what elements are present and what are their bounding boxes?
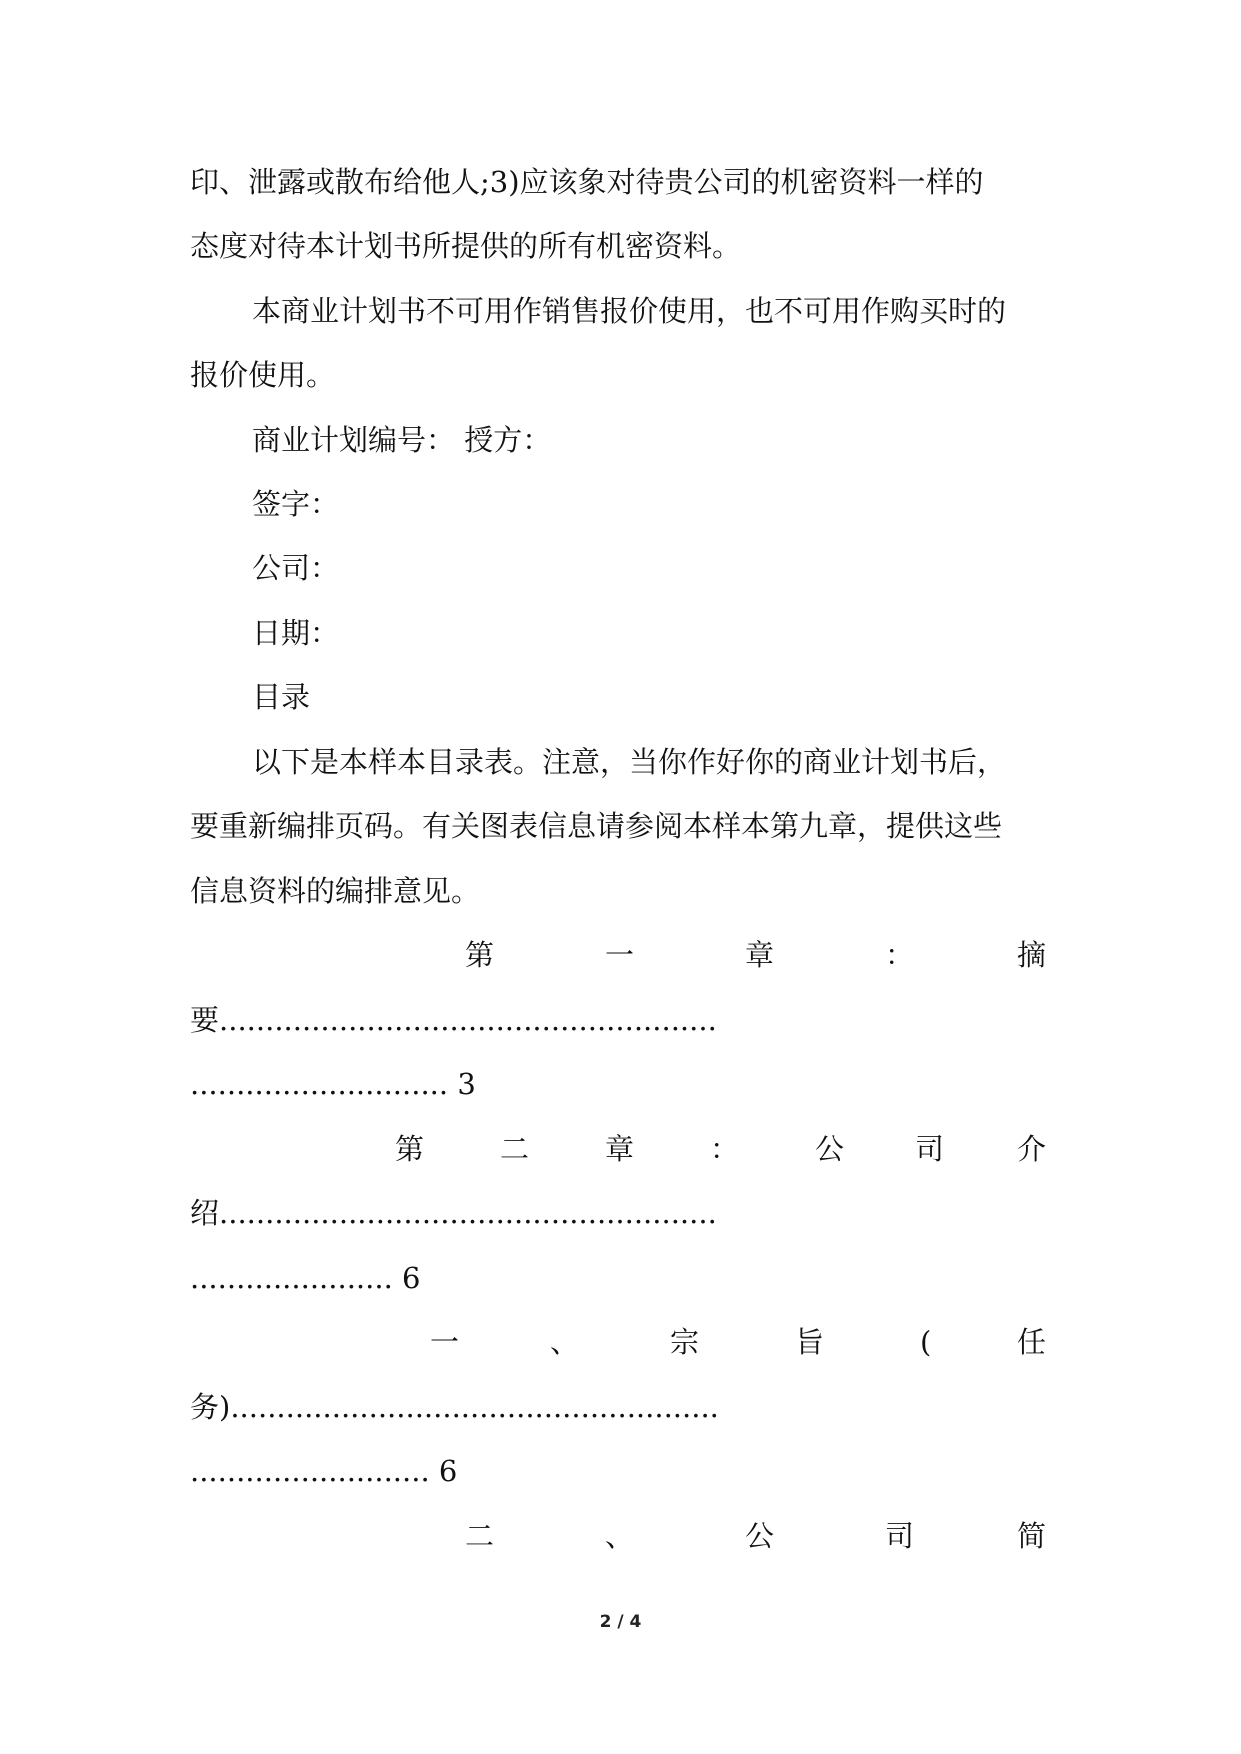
toc-char: ：: [710, 1132, 740, 1166]
toc-char: 第: [465, 938, 495, 972]
toc-tail: 绍: [190, 1196, 220, 1230]
toc-char: 司: [885, 1519, 915, 1553]
toc-tail: 要: [190, 1003, 220, 1037]
toc-char: 司: [915, 1132, 945, 1166]
toc-char: 介: [1017, 1132, 1047, 1166]
paragraph-confidentiality-line2: 态度对待本计划书所提供的所有机密资料。: [190, 229, 742, 263]
date-field: 日期：: [252, 616, 340, 650]
paragraph-toc-note-line2: 要重新编排页码。有关图表信息请参阅本样本第九章，提供这些: [190, 809, 1003, 843]
paragraph-toc-note-line3: 信息资料的编排意见。: [190, 874, 481, 908]
toc-entry-chapter1-heading: [190, 935, 1050, 975]
paragraph-quote-notice-line1: 本商业计划书不可用作销售报价使用，也不可用作购买时的: [252, 294, 1007, 328]
toc-entry-chapter2-heading: [190, 1129, 1050, 1169]
toc-char: 简: [1017, 1519, 1047, 1553]
toc-char: 宗: [670, 1325, 700, 1359]
toc-char: 公: [815, 1132, 845, 1166]
toc-entry-section1-heading: [190, 1322, 1050, 1362]
toc-dots: ............................: [190, 1067, 449, 1101]
toc-char: 二: [500, 1132, 530, 1166]
page-indicator: 2 / 4: [599, 1612, 642, 1632]
toc-char: 摘: [1017, 938, 1047, 972]
toc-char: 章: [605, 1132, 635, 1166]
toc-char: 第: [395, 1132, 425, 1166]
toc-char: 、: [605, 1519, 635, 1553]
toc-entry-section1-leader: [190, 1387, 719, 1427]
toc-entry-chapter2-page-line: [190, 1258, 420, 1298]
toc-char: ：: [885, 938, 915, 972]
toc-entry-section1-page-line: [190, 1451, 457, 1491]
toc-char: 章: [745, 938, 775, 972]
toc-char: 一: [605, 938, 635, 972]
paragraph-quote-notice-line2: 报价使用。: [190, 358, 336, 392]
toc-tail: 务): [190, 1390, 231, 1424]
toc-char: 任: [1017, 1325, 1047, 1359]
company-field: 公司：: [252, 551, 340, 585]
toc-entry-chapter1-leader: [190, 1000, 717, 1040]
toc-dots: ......................................................: [219, 1196, 717, 1230]
toc-dots: ......................................................: [219, 1003, 717, 1037]
toc-page-number: 6: [402, 1261, 421, 1295]
toc-entry-chapter2-leader: [190, 1193, 717, 1233]
toc-page-number: 6: [438, 1454, 458, 1488]
toc-heading: 目录: [252, 680, 311, 714]
plan-number-field: 商业计划编号： 授方：: [252, 423, 552, 457]
paragraph-confidentiality-line1: 印、泄露或散布给他人;3)应该象对待贵公司的机密资料一样的: [190, 165, 984, 199]
toc-page-number: 3: [457, 1067, 476, 1101]
toc-dots: ..........................: [190, 1454, 430, 1488]
toc-entry-chapter1-page-line: [190, 1064, 476, 1104]
toc-char: 公: [745, 1519, 775, 1553]
toc-char: (: [920, 1325, 932, 1359]
paragraph-toc-note-line1: 以下是本样本目录表。注意，当你作好你的商业计划书后，: [252, 745, 1007, 779]
toc-char: 旨: [795, 1325, 825, 1359]
toc-dots: .....................................................: [230, 1390, 719, 1424]
toc-char: 一: [430, 1325, 460, 1359]
signature-field: 签字：: [252, 487, 340, 521]
toc-entry-section2-heading: [190, 1516, 1050, 1556]
toc-char: 二: [465, 1519, 495, 1553]
toc-char: 、: [550, 1325, 580, 1359]
toc-dots: ......................: [190, 1261, 393, 1295]
